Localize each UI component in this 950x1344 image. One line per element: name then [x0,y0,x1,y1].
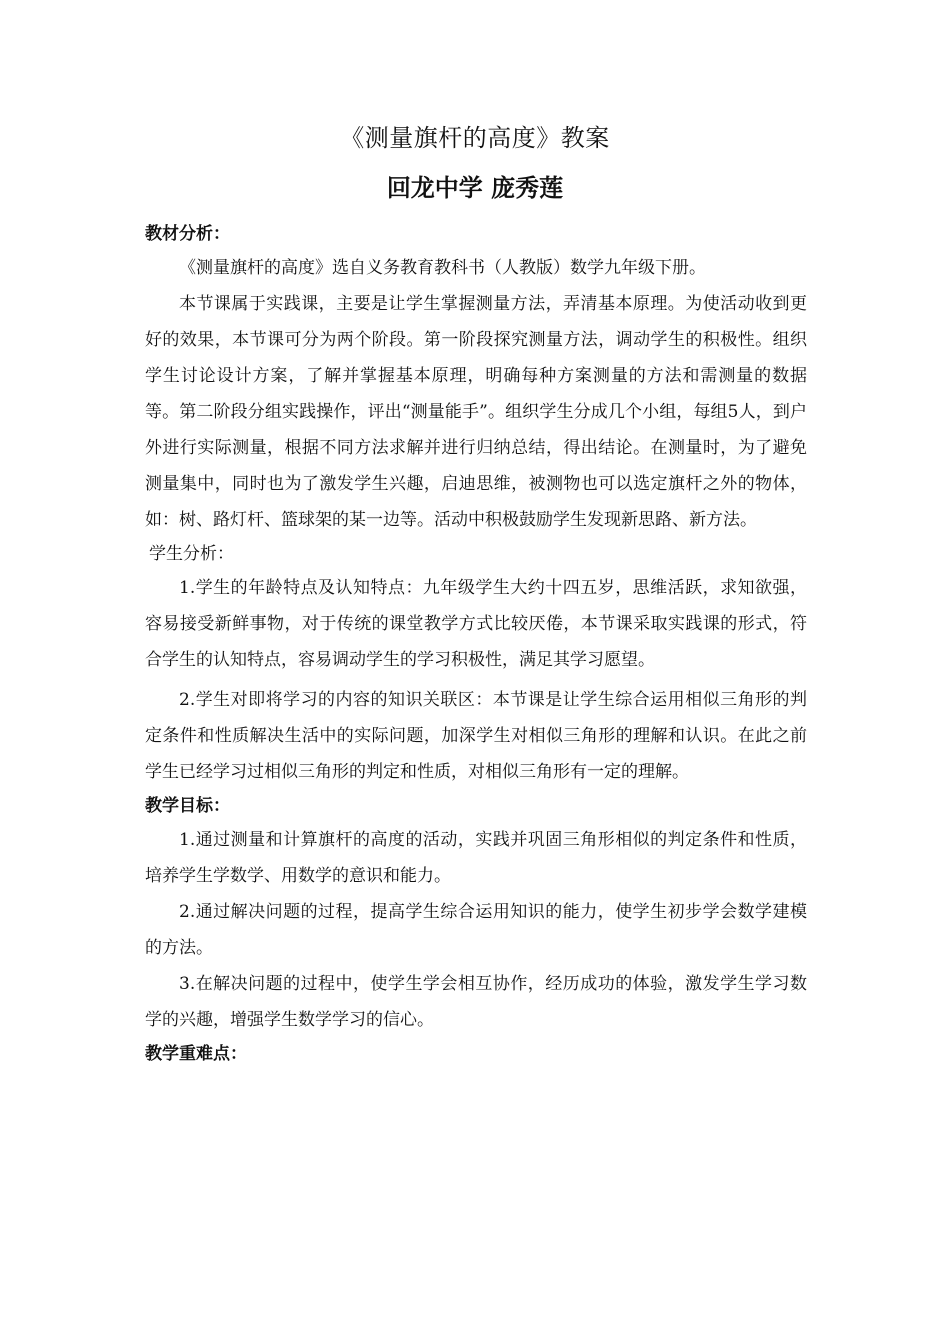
material-paragraph-1: 《测量旗杆的高度》选自义务教育教科书（人教版）数学九年级下册。 [179,258,706,278]
goals-paragraph-1: 1.通过测量和计算旗杆的高度的活动，实践并巩固三角形相似的判定条件和性质，培养学生学数学、用数学的意识和能力。 [145,830,807,886]
section-heading-keypoints: 教学重难点： [145,1044,247,1064]
section-heading-students: 学生分析： [149,544,234,564]
students-paragraph-2: 2.学生对即将学习的内容的知识关联区：本节课是让学生综合运用相似三角形的判定条件和性质解决生活中的实际问题，加深学生对相似三角形的理解和认识。在此之前学生已经学习过相似三角形的判定和性质，对相似三角形有一定的理解。 [145,690,807,782]
document-body [145,218,807,1070]
students-paragraph-1: 1.学生的年龄特点及认知特点：九年级学生大约十四五岁，思维活跃，求知欲强，容易接受新鲜事物，对于传统的课堂教学方式比较厌倦，本节课采取实践课的形式，符合学生的认知特点，容易调动学生的学习积极性，满足其学习愿望。 [145,578,807,670]
material-paragraph-2: 本节课属于实践课，主要是让学生掌握测量方法，弄清基本原理。为使活动收到更好的效果，本节课可分为两个阶段。第一阶段探究测量方法，调动学生的积极性。组织学生讨论设计方案，了解并掌握基本原理，明确每种方案测量的方法和需测量的数据等。第二阶段分组实践操作，评出“测量能手”。组织学生分成几个小组，每组5人，到户外进行实际测量，根据不同方法求解并进行归纳总结，得出结论。在测量时，为了避免测量集中，同时也为了激发学生兴趣，启迪思维，被测物也可以选定旗杆之外的物体，如：树、路灯杆、篮球架的某一边等。活动中积极鼓励学生发现新思路、新方法。 [145,294,807,530]
section-heading-goals: 教学目标： [145,796,230,816]
goals-paragraph-3: 3.在解决问题的过程中，使学生学会相互协作，经历成功的体验，激发学生学习数学的兴趣，增强学生数学学习的信心。 [145,974,807,1030]
document-title: 《测量旗杆的高度》教案 [340,124,610,152]
section-heading-material: 教材分析： [145,224,230,244]
goals-paragraph-2: 2.通过解决问题的过程，提高学生综合运用知识的能力，使学生初步学会数学建模的方法。 [145,902,807,958]
document-subtitle: 回龙中学 庞秀莲 [386,174,564,202]
